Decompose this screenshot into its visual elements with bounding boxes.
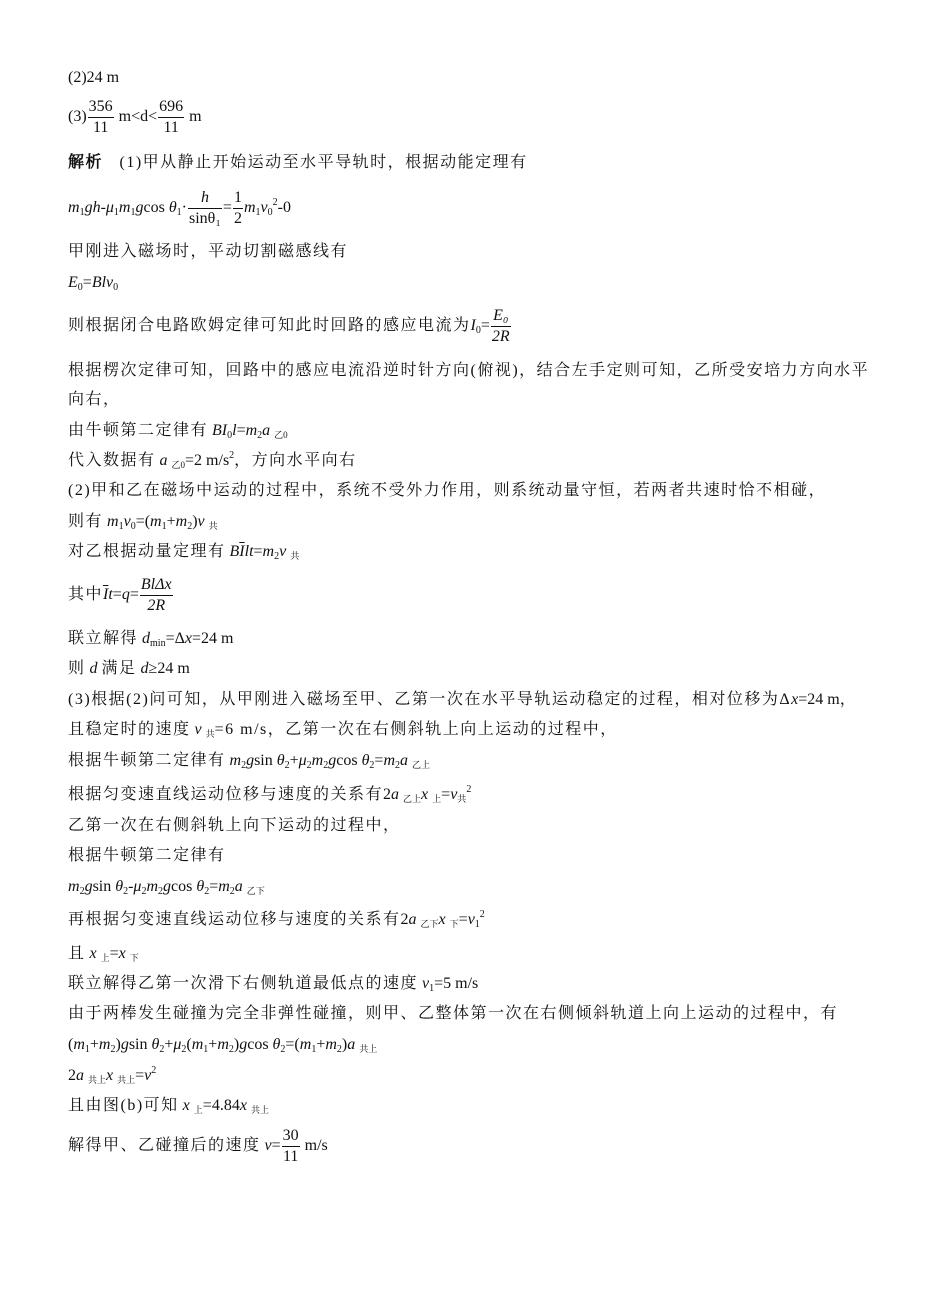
analysis-intro: 解析 (1)甲从静止开始运动至水平导轨时，根据动能定理有 xyxy=(68,154,528,171)
equation-impulse: 对乙根据动量定理有 $B\overline{I}lt=m_2v$ $_共$ xyxy=(68,543,300,562)
equation-v1: 联立解得乙第一次滑下右侧轨道最低点的速度 $v_1=5$ m/s xyxy=(68,975,479,994)
text-newton-2: 根据牛顿第二定律有 xyxy=(68,847,226,864)
equation-newton-down: $m_2gsin$ $\theta_2-\mu_2m_2gcos$ $\theta_2=m_2a$ $_{乙下}$ xyxy=(68,878,265,897)
equation-final: 解得甲、乙碰撞后的速度 v= $\frac{30}{11}$ m/s xyxy=(68,1127,328,1165)
equation-ohm: 则根据闭合电路欧姆定律可知此时回路的感应电流为$I_0=$ $\frac{\text{E₀}}{2R}$ xyxy=(68,307,510,345)
equation-energy: $m_1gh-\mu_1m_1gcos$ $\theta_1\cdot$ $\frac{h}{\text{sinθ₁}}$ = $\frac{1}{2}$ $m_1v_0^2-0$ xyxy=(68,189,291,227)
fraction: $\frac{h}{\text{sinθ₁}}$ xyxy=(189,189,221,227)
analysis-label: 解析 xyxy=(68,154,104,171)
equation-kinematic-up: 根据匀变速直线运动位移与速度的关系有2a $_{乙上}$x $_上=v_共^2$ xyxy=(68,784,472,804)
text-enter-field: 甲刚进入磁场时，平动切割磁感线有 xyxy=(68,243,349,260)
text-part2: (2)甲和乙在磁场中运动的过程中，系统不受外力作用，则系统动量守恒，若两者共速时恰不相碰， xyxy=(68,482,827,499)
answer-2: (2)24 m xyxy=(68,69,120,86)
equation-combined-newton: $(m_1+m_2)gsin$ $\theta_2+\mu_2(m_1+m_2)gcos$ $\theta_2=(m_1+m_2)a$ $_{共上}$ xyxy=(68,1036,378,1055)
fraction: $\frac{356}{11}$ xyxy=(88,98,113,136)
equation-momentum: 则有 $m_1v_0=(m_1+m_2)v$ $_共$ xyxy=(68,513,218,532)
fraction: $\frac{\text{E₀}}{2R}$ xyxy=(491,307,510,345)
text-down: 乙第一次在右侧斜轨上向下运动的过程中， xyxy=(68,817,401,834)
text-lenz-1: 根据楞次定律可知，回路中的感应电流沿逆时针方向(俯视)，结合左手定则可知，乙所受安培力方向水平 xyxy=(68,362,870,379)
fraction: $\frac{696}{11}$ xyxy=(159,98,184,136)
equation-graph: 且由图(b)可知 x $_上$=4.84x $_{共上}$ xyxy=(68,1097,269,1115)
equation-substitute: 代入数据有 a $_{乙0}$=2 $m/s^2$，方向水平向右 xyxy=(68,450,357,470)
equation-newton: 由牛顿第二定律有 $BI_0l=m_2a$ $_{乙0}$ xyxy=(68,422,288,441)
equation-newton-up: 根据牛顿第二定律有 $m_2gsin$ $\theta_2+\mu_2m_2gcos$ $\theta_2=m_2a$ $_{乙上}$ xyxy=(68,752,431,771)
text-collision: 由于两棒发生碰撞为完全非弹性碰撞，则甲、乙整体第一次在右侧倾斜轨道上向上运动的过程中，有 xyxy=(68,1005,839,1022)
equation-charge: 其中$\overline{I}t=q=$ $\frac{\text{BlΔx}}{2R}$ xyxy=(68,576,172,614)
text-lenz-2: 向右， xyxy=(68,391,121,408)
text-part3-2: 且稳定时的速度 v $_共$=6 m/s，乙第一次在右侧斜轨上向上运动的过程中， xyxy=(68,721,618,739)
equation-emf: $E_0=Blv_0$ xyxy=(68,274,119,293)
equation-dmin: 联立解得 $d_{min}=\Delta x=24$ m xyxy=(68,630,234,649)
equation-equal-displacement: 且 x $_上$=x $_下$ xyxy=(68,945,139,963)
text-part3-1: (3)根据(2)问可知，从甲刚进入磁场至甲、乙第一次在水平导轨运动稳定的过程，相对位移为Δx=24 m， xyxy=(68,691,856,708)
equation-kinematic-down: 再根据匀变速直线运动位移与速度的关系有2a $_{乙下}$x $_下=v_1^2$ xyxy=(68,909,485,930)
equation-combined-kinematic: 2a $_{共上}$x $_{共上}=v^2$ xyxy=(68,1065,157,1085)
answer-3: (3) $\frac{356}{11}$ m<d< $\frac{696}{11}$ m xyxy=(68,98,202,136)
fraction: $\frac{30}{11}$ xyxy=(282,1127,299,1165)
fraction: $\frac{1}{2}$ xyxy=(233,189,242,227)
equation-dcondition: 则 d 满足 d≥24 m xyxy=(68,660,190,677)
fraction: $\frac{\text{BlΔx}}{2R}$ xyxy=(140,576,172,614)
